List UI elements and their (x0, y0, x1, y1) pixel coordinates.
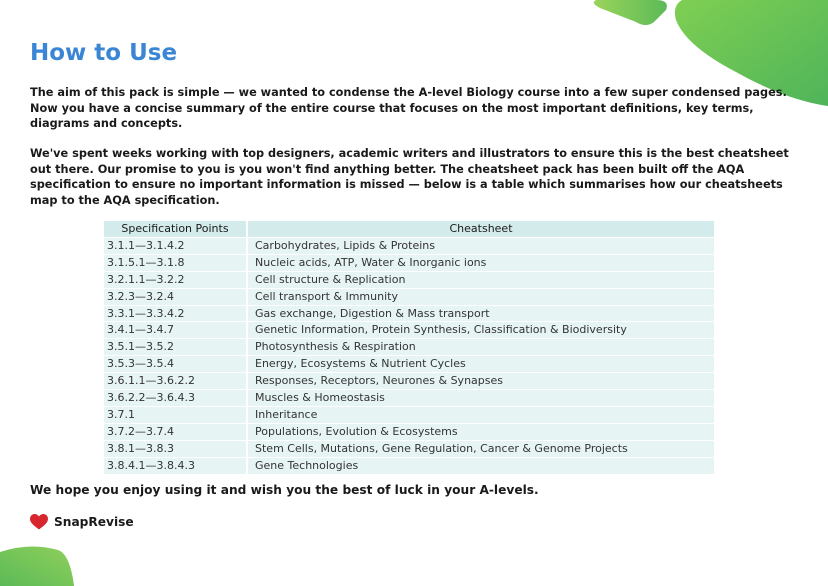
table-row (104, 238, 714, 255)
table-row (104, 390, 714, 407)
column-header-specification: Specification Points (104, 221, 246, 238)
specification-points-cell: 3.5.1—3.5.2 (104, 339, 246, 356)
table-row (104, 322, 714, 339)
specification-points-cell: 3.7.2—3.7.4 (104, 424, 246, 441)
table-row (104, 407, 714, 424)
cheatsheet-cell: Cell transport & Immunity (246, 289, 714, 306)
cheatsheet-cell: Stem Cells, Mutations, Gene Regulation, Cancer & Genome Projects (246, 441, 714, 458)
cheatsheet-cell: Muscles & Homeostasis (246, 390, 714, 407)
specification-points-cell: 3.1.5.1—3.1.8 (104, 255, 246, 272)
specification-points-cell: 3.3.1—3.3.4.2 (104, 306, 246, 323)
cheatsheet-cell: Nucleic acids, ATP, Water & Inorganic ions (246, 255, 714, 272)
page-title: How to Use (30, 40, 178, 66)
table-body (104, 238, 714, 475)
specification-points-cell: 3.1.1—3.1.4.2 (104, 238, 246, 255)
corner-decoration-bottom-left (0, 546, 74, 586)
cheatsheet-cell: Gene Technologies (246, 458, 714, 475)
specification-points-cell: 3.5.3—3.5.4 (104, 356, 246, 373)
specification-points-cell: 3.6.1.1—3.6.2.2 (104, 373, 246, 390)
table-row (104, 373, 714, 390)
description-paragraph: We've spent weeks working with top designers, academic writers and illustrators to ensure this is the best cheatsheet out there. Our promise to you is you won't find anything better. The cheatsheet pack has been built off the AQA specification to ensure no important information is missed — below is a table which summarises how our cheatsheets map to the AQA specification. (30, 147, 789, 207)
table-row (104, 458, 714, 475)
table-row (104, 272, 714, 289)
cheatsheet-cell: Gas exchange, Digestion & Mass transport (246, 306, 714, 323)
specification-points-cell: 3.6.2.2—3.6.4.3 (104, 390, 246, 407)
table-row (104, 289, 714, 306)
heart-icon (30, 514, 48, 530)
brand-logo (30, 514, 134, 530)
specification-points-cell: 3.2.1.1—3.2.2 (104, 272, 246, 289)
specification-points-cell: 3.7.1 (104, 407, 246, 424)
brand-name: SnapRevise (54, 515, 134, 529)
table-row (104, 441, 714, 458)
specification-points-cell: 3.8.1—3.8.3 (104, 441, 246, 458)
specification-points-cell: 3.8.4.1—3.8.4.3 (104, 458, 246, 475)
table-row (104, 424, 714, 441)
cheatsheet-cell: Genetic Information, Protein Synthesis, Classification & Biodiversity (246, 322, 714, 339)
cheatsheet-cell: Inheritance (246, 407, 714, 424)
cheatsheet-cell: Carbohydrates, Lipids & Proteins (246, 238, 714, 255)
specification-points-cell: 3.4.1—3.4.7 (104, 322, 246, 339)
cheatsheet-cell: Energy, Ecosystems & Nutrient Cycles (246, 356, 714, 373)
cheatsheet-cell: Populations, Evolution & Ecosystems (246, 424, 714, 441)
table-header-row (104, 221, 714, 238)
column-header-cheatsheet: Cheatsheet (246, 221, 714, 238)
specification-table (104, 221, 714, 475)
cheatsheet-cell: Responses, Receptors, Neurones & Synapses (246, 373, 714, 390)
table-row (104, 255, 714, 272)
table-row (104, 306, 714, 323)
cheatsheet-cell: Photosynthesis & Respiration (246, 339, 714, 356)
table-row (104, 356, 714, 373)
intro-paragraph: The aim of this pack is simple — we wanted to condense the A-level Biology course into a few super condensed pages. Now you have a concise summary of the entire course that focuses on the most important definitions, key terms, diagrams and concepts. (30, 86, 787, 130)
specification-points-cell: 3.2.3—3.2.4 (104, 289, 246, 306)
cheatsheet-cell: Cell structure & Replication (246, 272, 714, 289)
closing-message: We hope you enjoy using it and wish you the best of luck in your A-levels. (30, 483, 539, 497)
table-row (104, 339, 714, 356)
